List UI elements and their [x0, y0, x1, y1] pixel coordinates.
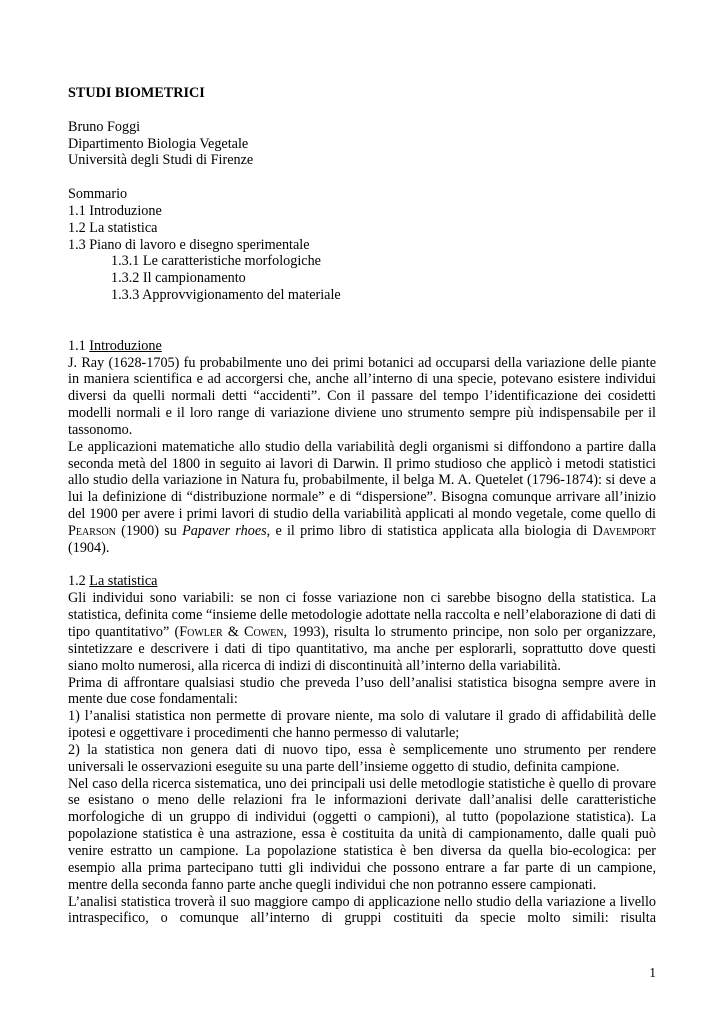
paragraph-text: , e il primo libro di statistica applicata alla biologia di: [266, 522, 593, 539]
toc-subitem: 1.3.3 Approvvigionamento del materiale: [111, 287, 341, 304]
toc-subitem: 1.3.2 Il campionamento: [111, 270, 246, 287]
paragraph-text: , 1993), risulta lo strumento principe, non solo per organizzare, sintetizzare e descrivere i dati di tipo quantitativo, ma anche per esplorarli, soprattutto dove questi siano molto numerosi, alla ricerca di indizi di discontinuità all’interno della variabilità.: [68, 624, 656, 674]
toc-item: 1.1 Introduzione: [68, 202, 162, 219]
paragraph-text: (1900) su: [115, 522, 183, 539]
author-citation: Fowler: [179, 624, 223, 640]
author-citation: Davemport: [592, 522, 656, 539]
author-university: Università degli Studi di Firenze: [68, 152, 254, 169]
paragraph-text: (1904).: [68, 539, 110, 556]
paragraph: J. Ray (1628-1705) fu probabilmente uno dei primi botanici ad occuparsi della variazione delle piante in maniera scientifica e ad accorgersi che, anche all’interno di una specie, potevano esistere individui diversi da quelli normali detti “accidenti”. Con il passare del tempo l’identificazione dei cosidetti modelli normali e il loro range di variazione diviene uno strumento sempre più indispensabile per il tassonomo.: [68, 354, 656, 438]
toc-item: 1.3 Piano di lavoro e disegno sperimentale: [68, 236, 310, 253]
section-heading-statistica: [68, 573, 656, 590]
paragraph: [68, 590, 656, 674]
section-title: La statistica: [89, 573, 158, 590]
section-title: Introduzione: [89, 337, 162, 354]
paragraph: Prima di affrontare qualsiasi studio che preveda l’uso dell’analisi statistica bisogna sempre avere in mente due cose fondamentali:: [68, 674, 656, 708]
toc-heading: Sommario: [68, 186, 128, 203]
section-number: 1.2: [68, 573, 90, 590]
paragraph-text: Gli individui sono variabili: se non ci fosse variazione non ci sarebbe bisogno della statistica. La statistica, definita come “insieme delle metodologie adottate nella raccolta e nell’elaborazione di dati di tipo quantitativo” (: [68, 590, 656, 640]
toc-item: 1.2 La statistica: [68, 219, 158, 236]
page-number: 1: [649, 965, 656, 980]
paragraph: [68, 439, 656, 557]
paragraph: 2) la statistica non genera dati di nuovo tipo, essa è semplicemente uno strumento per rendere universali le osservazioni eseguite su una parte dell’insieme oggetto di studio, definita campione.: [68, 741, 656, 775]
toc-subitem: 1.3.1 Le caratteristiche morfologiche: [111, 253, 321, 270]
document-title: STUDI BIOMETRICI: [68, 85, 205, 101]
document-page: [68, 85, 656, 927]
paragraph-text: &: [222, 624, 245, 640]
author-name: Bruno Foggi: [68, 118, 141, 135]
paragraph: 1) l’analisi statistica non permette di provare niente, ma solo di valutare il grado di affidabilità delle ipotesi e oggettivare i procedimenti che hanno permesso di valutarle;: [68, 708, 656, 742]
paragraph-text: Le applicazioni matematiche allo studio della variabilità degli organismi si diffondono a partire dalla seconda metà del 1800 in seguito ai lavori di Darwin. Il primo studioso che applicò i metodi statistici allo studio della variazione in Natura fu, probabilmente, il belga M. A. Quetelet (1796-1874): si deve a lui la definizione di “distribuzione normale” e di “dispersione”. Bisogna comunque arrivare all’inizio del 1900 per avere i primi lavori di studio della variabilità applicati al mondo vegetale, come quello di: [68, 438, 656, 523]
species-name: Papaver rhoes: [182, 522, 267, 539]
author-citation: Cowen: [244, 624, 284, 640]
author-citation: Pearson: [68, 522, 116, 539]
author-department: Dipartimento Biologia Vegetale: [68, 135, 249, 152]
section-heading-introduzione: [68, 338, 656, 355]
section-number: 1.1: [68, 337, 90, 354]
paragraph: L’analisi statistica troverà il suo maggiore campo di applicazione nello studio della variazione a livello intraspecifico, o comunque all’interno di gruppi costituiti da specie molto simili: risulta: [68, 893, 656, 927]
paragraph: Nel caso della ricerca sistematica, uno dei principali usi delle metodlogie statistiche è quello di provare se esistano o meno delle relazioni fra le informazioni derivate dall’analisi delle caratteristiche morfologiche di un gruppo di individui (oggetti o campioni), al tutto (popolazione statistica). La popolazione statistica è una astrazione, essa è costituita da unità di campionamento, dalle quali può venire estratto un campione. La popolazione statistica è ben diversa da quella bio-ecologica: per esempio alla prima partecipano tutti gli individui che possono entrare a far parte di un campione, mentre della seconda fanno parte anche quegli individui che non potranno essere campionati.: [68, 775, 656, 893]
